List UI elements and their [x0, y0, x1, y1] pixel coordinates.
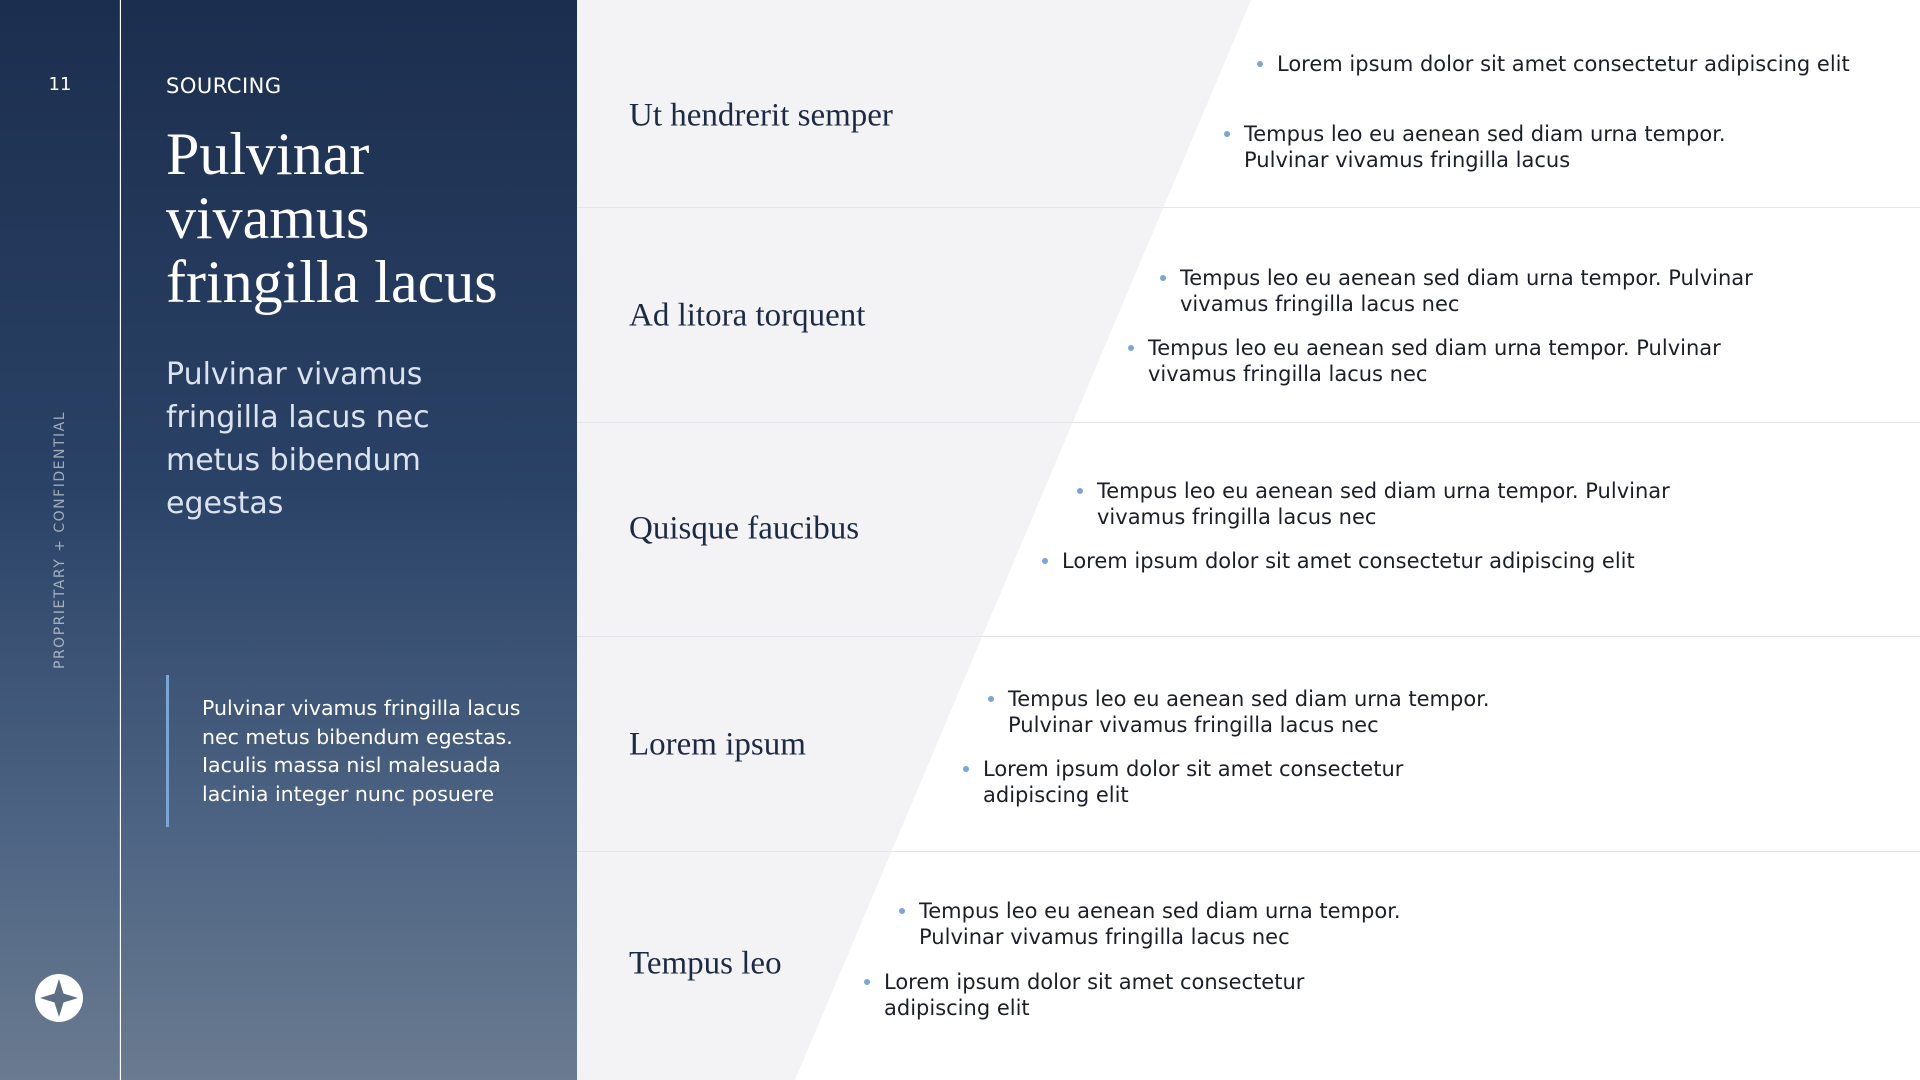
bullet-item: [1148, 335, 1738, 387]
section-eyebrow: SOURCING: [166, 74, 282, 98]
bullet-dot: [1224, 131, 1230, 137]
bullet-dot: [1257, 61, 1263, 67]
bullet-dot: [1077, 488, 1083, 494]
bullet-item: [919, 898, 1419, 950]
row-divider: [577, 851, 1920, 852]
compass-star-icon: [34, 973, 84, 1023]
bullet-dot: [864, 979, 870, 985]
bullet-text: Tempus leo eu aenean sed diam urna tempor. Pulvinar vivamus fringilla lacus nec: [1097, 479, 1670, 529]
row-divider: [577, 207, 1920, 208]
bullet-item: [1244, 121, 1744, 173]
bullet-item: [1097, 478, 1687, 530]
confidential-label: PROPRIETARY + CONFIDENTIAL: [52, 411, 68, 669]
bullet-item: [1180, 265, 1770, 317]
bullet-item: [1062, 548, 1662, 574]
bullet-dot: [1160, 275, 1166, 281]
bullet-dot: [1042, 558, 1048, 564]
bullet-text: Tempus leo eu aenean sed diam urna tempor. Pulvinar vivamus fringilla lacus nec: [1148, 336, 1721, 386]
bullet-dot: [1128, 345, 1134, 351]
page-subtitle: Pulvinar vivamus fringilla lacus nec metus bibendum egestas: [166, 357, 430, 521]
row-label: Quisque faucibus: [629, 510, 860, 547]
bullet-dot: [963, 766, 969, 772]
page-title: Pulvinar vivamus fringilla lacus: [166, 121, 498, 315]
bullet-item: [1277, 51, 1877, 77]
side-rail: [0, 0, 120, 1080]
content-area: [577, 0, 1920, 1080]
bullet-text: Tempus leo eu aenean sed diam urna tempor. Pulvinar vivamus fringilla lacus nec: [1180, 266, 1753, 316]
row-divider: [577, 422, 1920, 423]
bullet-text: Tempus leo eu aenean sed diam urna tempor. Pulvinar vivamus fringilla lacus nec: [919, 899, 1401, 949]
bullet-item: [884, 969, 1324, 1021]
bullet-text: Lorem ipsum dolor sit amet consectetur adipiscing elit: [1277, 52, 1850, 76]
row-label: Ut hendrerit semper: [629, 97, 893, 134]
bullet-dot: [988, 696, 994, 702]
pull-quote: Pulvinar vivamus fringilla lacus nec metus bibendum egestas. Iaculis massa nisl malesuada lacinia integer nunc posuere: [166, 675, 532, 827]
bullet-text: Lorem ipsum dolor sit amet consectetur adipiscing elit: [1062, 549, 1635, 573]
bullet-item: [1008, 686, 1508, 738]
row-label: Tempus leo: [629, 945, 782, 982]
row-divider: [577, 636, 1920, 637]
bullet-text: Tempus leo eu aenean sed diam urna tempor. Pulvinar vivamus fringilla lacus nec: [1008, 687, 1490, 737]
row-label: Lorem ipsum: [629, 726, 806, 763]
bullet-text: Lorem ipsum dolor sit amet consectetur adipiscing elit: [884, 970, 1305, 1020]
page-number: 11: [48, 74, 72, 95]
bullet-item: [983, 756, 1423, 808]
bullet-dot: [899, 908, 905, 914]
bullet-text: Lorem ipsum dolor sit amet consectetur adipiscing elit: [983, 757, 1404, 807]
row-label: Ad litora torquent: [629, 297, 866, 334]
bullet-text: Tempus leo eu aenean sed diam urna tempor. Pulvinar vivamus fringilla lacus: [1244, 122, 1726, 172]
